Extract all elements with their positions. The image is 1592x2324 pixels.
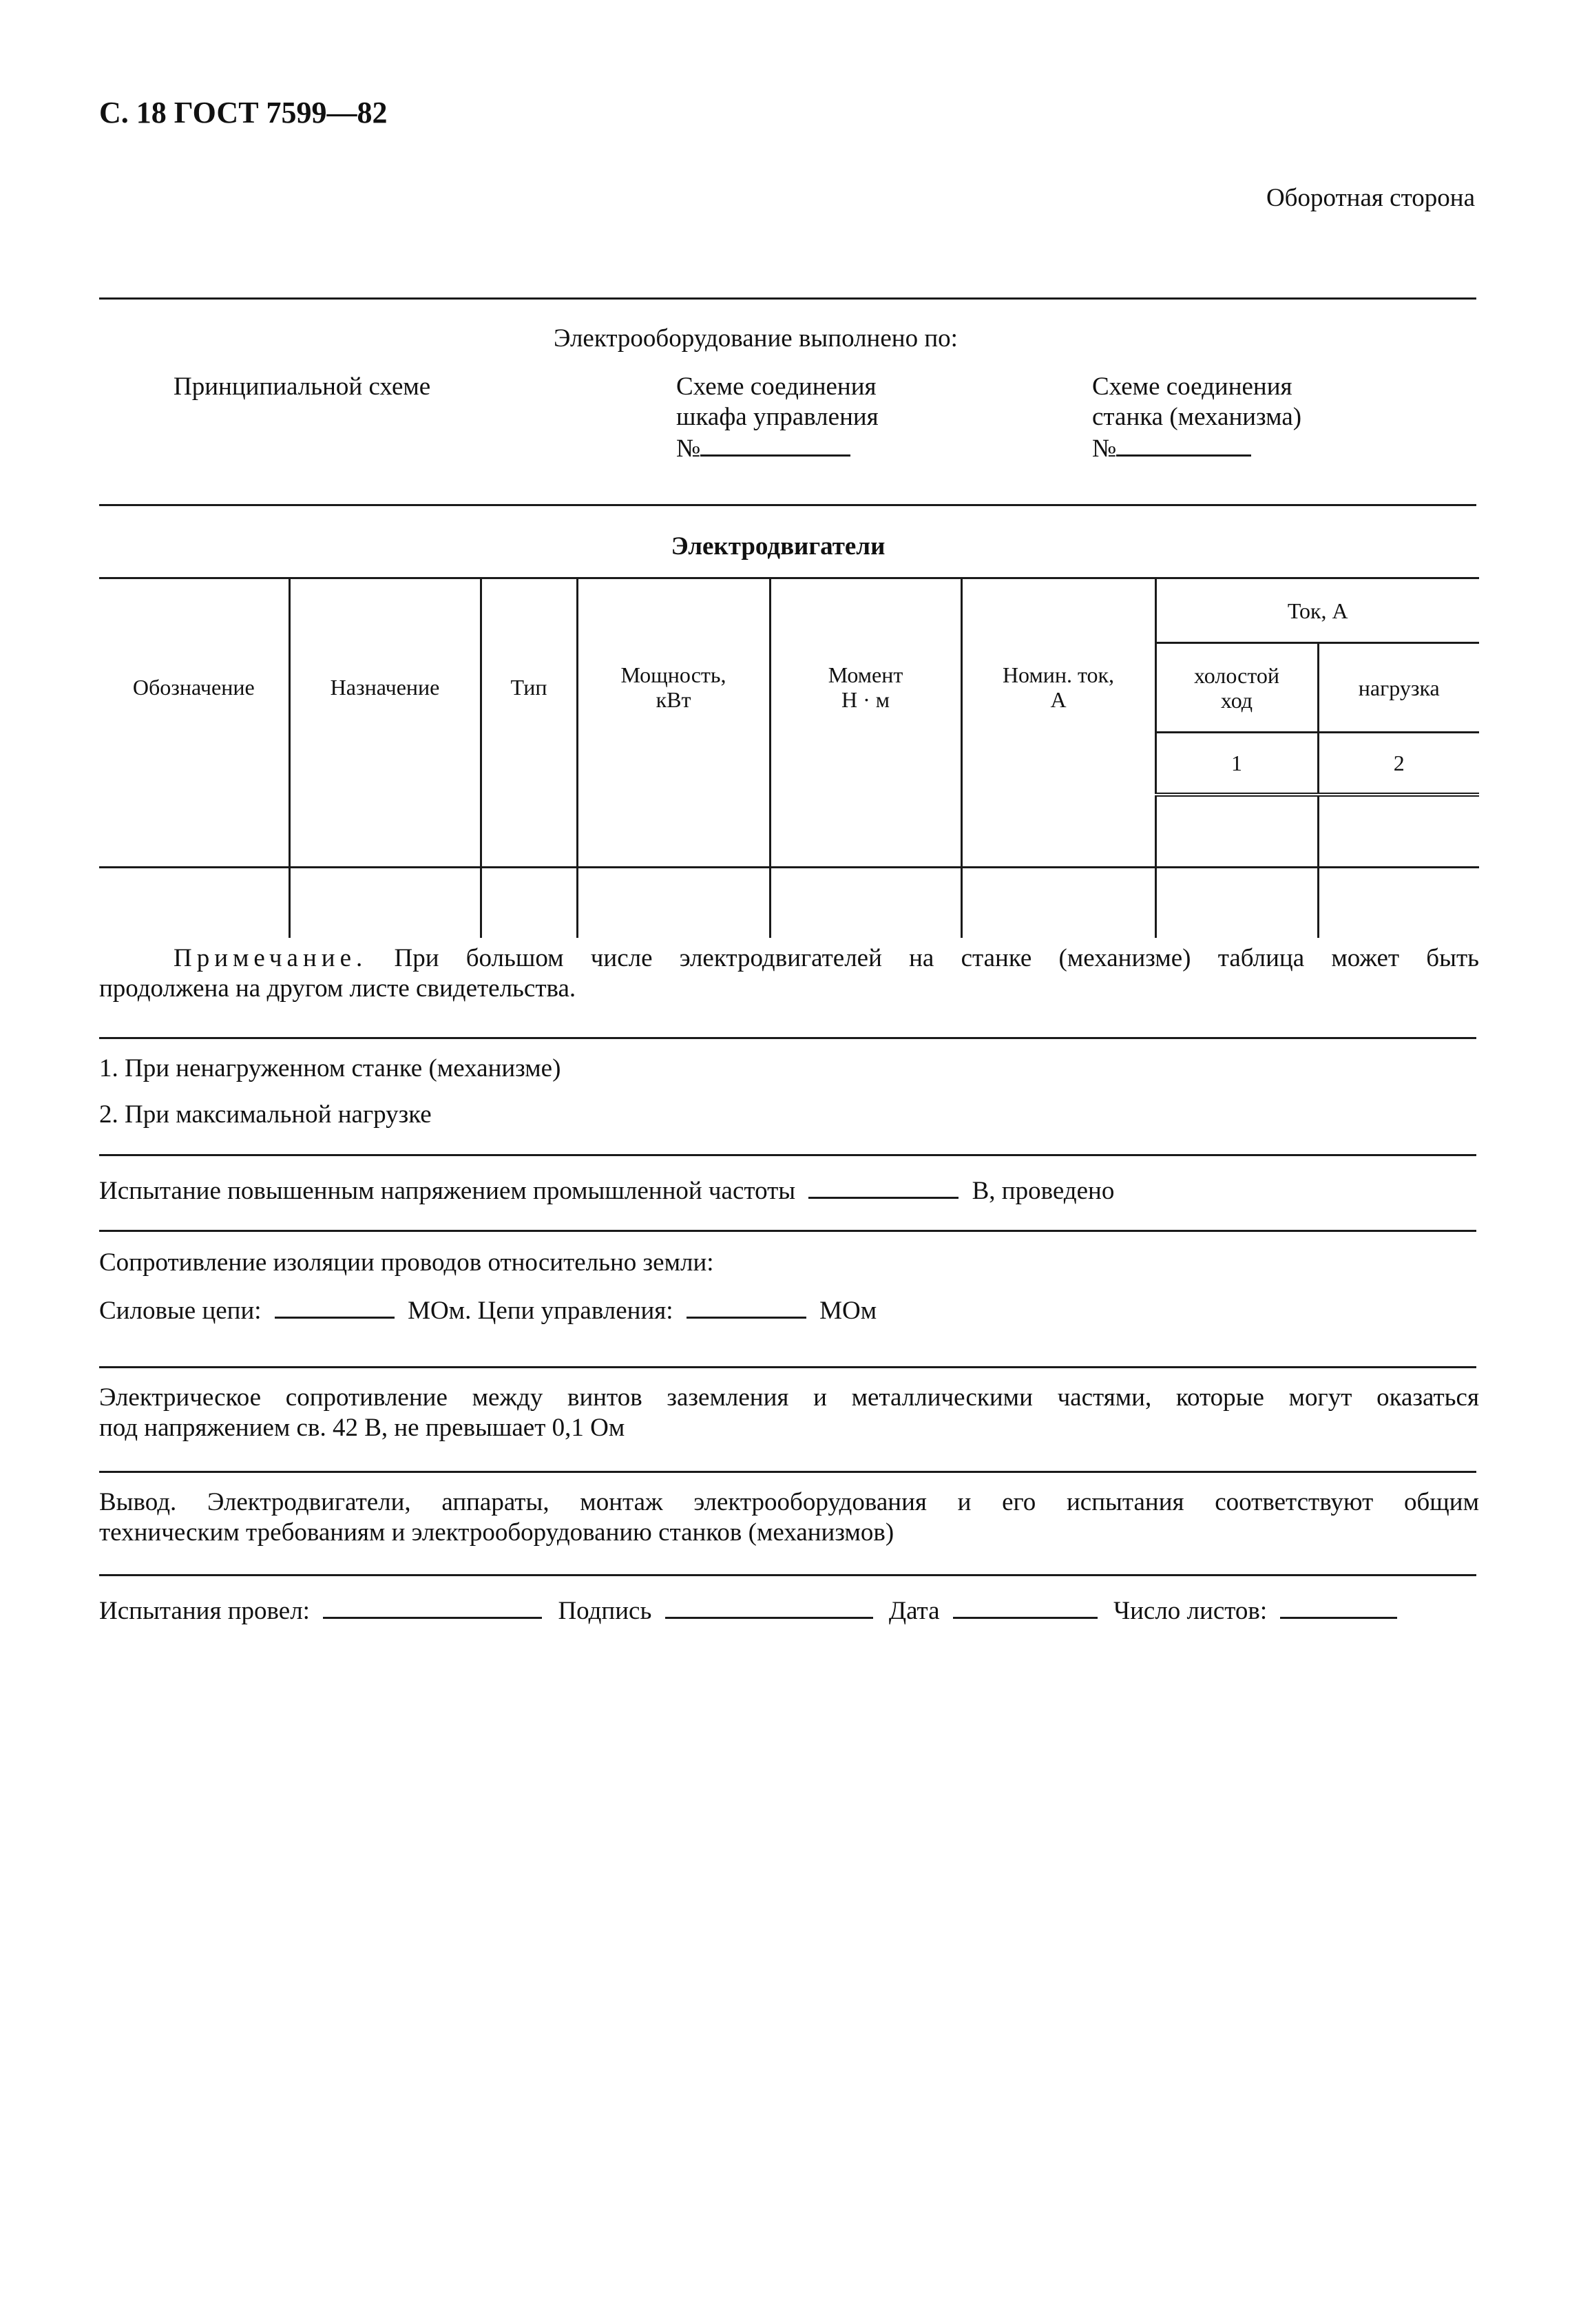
divider bbox=[99, 1366, 1476, 1368]
table-cell[interactable] bbox=[770, 868, 961, 939]
tested-by-field[interactable] bbox=[323, 1595, 542, 1619]
footnote-2: 2. При максимальной нагрузке bbox=[99, 1100, 432, 1129]
signoff-row: Испытания провел: Подпись Дата Число листов: bbox=[99, 1595, 1397, 1626]
col-type: Тип bbox=[481, 578, 577, 795]
table-cell[interactable] bbox=[1155, 795, 1318, 868]
col-idle-index: 1 bbox=[1155, 733, 1318, 795]
cabinet-scheme-number-field[interactable] bbox=[700, 432, 850, 457]
table-cell[interactable] bbox=[770, 795, 961, 868]
table-cell[interactable] bbox=[481, 795, 577, 868]
machine-scheme-number-field[interactable] bbox=[1116, 432, 1251, 457]
divider bbox=[99, 504, 1476, 506]
col-rated-current: Номин. ток, А bbox=[961, 578, 1155, 795]
table-cell[interactable] bbox=[1318, 868, 1479, 939]
col-idle: холостой ход bbox=[1155, 643, 1318, 733]
insulation-title: Сопротивление изоляции проводов относительно земли: bbox=[99, 1248, 714, 1277]
table-cell[interactable] bbox=[481, 868, 577, 939]
sheets-count-field[interactable] bbox=[1280, 1595, 1397, 1619]
motors-table bbox=[99, 577, 1479, 938]
insulation-values: Силовые цепи: МОм. Цепи управления: МОм bbox=[99, 1295, 877, 1326]
grounding-statement: Электрическое сопротивление между винтов заземления и металлическими частями, которые могут оказаться под напряжением св. 42 В, не превышает 0,1 Ом bbox=[99, 1383, 1479, 1442]
equipment-title: Электрооборудование выполнено по: bbox=[554, 324, 958, 353]
conclusion: Вывод. Электродвигатели, аппараты, монтаж электрооборудования и его испытания соответствуют общим техническим требованиям и электрооборудованию станков (механизмов) bbox=[99, 1488, 1479, 1547]
col-purpose: Назначение bbox=[289, 578, 481, 795]
col-torque: Момент Н · м bbox=[770, 578, 961, 795]
side-label: Оборотная сторона bbox=[1266, 184, 1475, 212]
table-cell[interactable] bbox=[1155, 868, 1318, 939]
table-cell[interactable] bbox=[99, 868, 289, 939]
table-cell[interactable] bbox=[577, 795, 770, 868]
voltage-field[interactable] bbox=[808, 1175, 959, 1199]
cabinet-scheme-label: Схеме соединения шкафа управления № bbox=[676, 373, 879, 463]
divider bbox=[99, 1154, 1476, 1156]
divider bbox=[99, 297, 1476, 300]
col-current-group: Ток, А bbox=[1155, 578, 1479, 643]
table-cell[interactable] bbox=[961, 795, 1155, 868]
divider bbox=[99, 1037, 1476, 1039]
table-cell[interactable] bbox=[961, 868, 1155, 939]
machine-scheme-label: Схеме соединения станка (механизма) № bbox=[1092, 373, 1302, 463]
table-row bbox=[99, 795, 1479, 868]
page-header: С. 18 ГОСТ 7599—82 bbox=[99, 96, 388, 129]
col-power: Мощность, кВт bbox=[577, 578, 770, 795]
col-designation: Обозначение bbox=[99, 578, 289, 795]
table-cell[interactable] bbox=[289, 795, 481, 868]
control-circuits-field[interactable] bbox=[687, 1295, 806, 1319]
col-load-index: 2 bbox=[1318, 733, 1479, 795]
table-row bbox=[99, 868, 1479, 939]
table-cell[interactable] bbox=[577, 868, 770, 939]
principal-scheme-label: Принципиальной схеме bbox=[174, 373, 431, 401]
footnote-1: 1. При ненагруженном станке (механизме) bbox=[99, 1054, 561, 1082]
table-cell[interactable] bbox=[99, 795, 289, 868]
signature-field[interactable] bbox=[665, 1595, 873, 1619]
date-field[interactable] bbox=[953, 1595, 1098, 1619]
table-note: Примечание. При большом числе электродвигателей на станке (механизме) таблица может быть продолжена на другом листе свидетельства. bbox=[99, 944, 1479, 1003]
divider bbox=[99, 1230, 1476, 1232]
high-voltage-test: Испытание повышенным напряжением промышленной частоты В, проведено bbox=[99, 1175, 1114, 1206]
divider bbox=[99, 1574, 1476, 1576]
col-load: нагрузка bbox=[1318, 643, 1479, 733]
divider bbox=[99, 1471, 1476, 1473]
table-cell[interactable] bbox=[1318, 795, 1479, 868]
table-cell[interactable] bbox=[289, 868, 481, 939]
motors-title: Электродвигатели bbox=[671, 532, 886, 561]
power-circuits-field[interactable] bbox=[275, 1295, 395, 1319]
